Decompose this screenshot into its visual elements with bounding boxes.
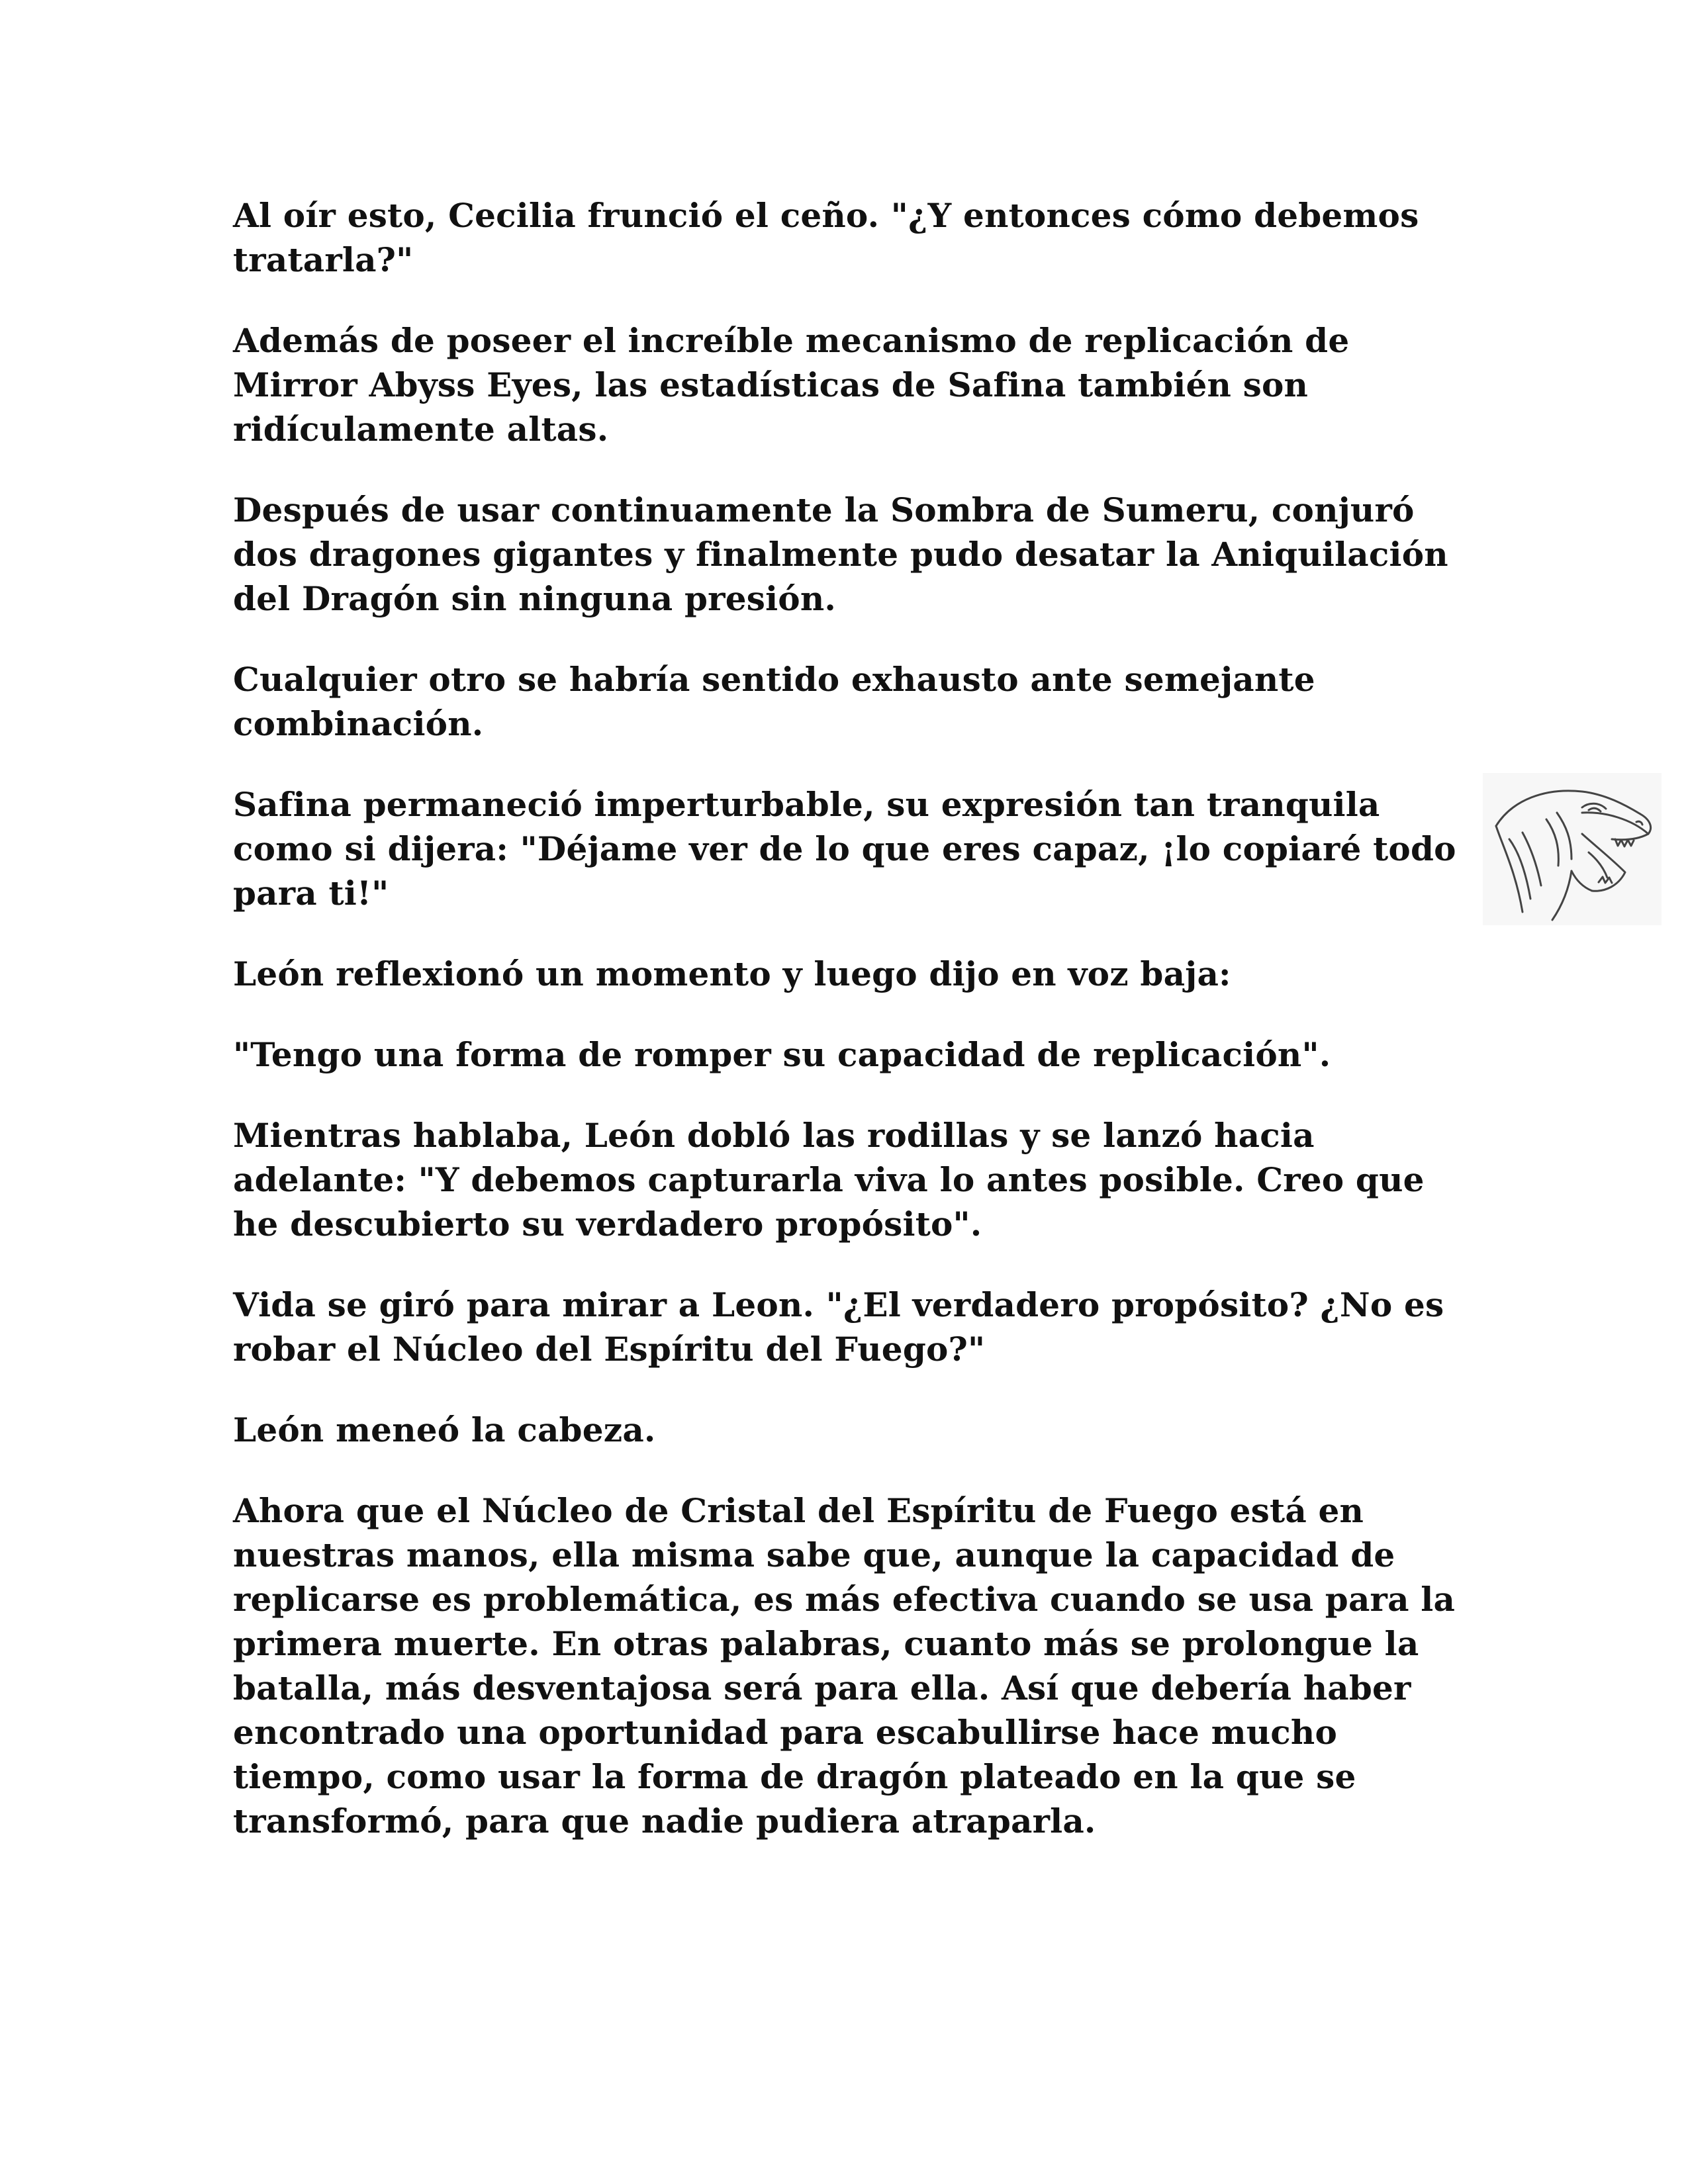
- paragraph-1: Al oír esto, Cecilia frunció el ceño. "¿Y entonces cómo debemos tratarla?": [233, 196, 1419, 279]
- dinosaur-sketch-icon: [1483, 773, 1662, 925]
- paragraph-5: Safina permaneció imperturbable, su expresión tan tranquila como si dijera: "Déjame ver de lo que eres capaz, ¡lo copiaré todo para ti!": [233, 785, 1456, 913]
- paragraph-11: Ahora que el Núcleo de Cristal del Espíritu de Fuego está en nuestras manos, ella misma sabe que, aunque la capacidad de replicarse es problemática, es más efectiva cuando se usa para la primera muerte. En otras palabras, cuanto más se prolongue la batalla, más desventajosa será para ella. Así que debería haber encontrado una oportunidad para escabullirse hace mucho tiempo, como usar la forma de dragón plateado en la que se transformó, para que nadie pudiera atraparla.: [233, 1491, 1456, 1841]
- paragraph-9: Vida se giró para mirar a Leon. "¿El verdadero propósito? ¿No es robar el Núcleo del Espíritu del Fuego?": [233, 1285, 1444, 1369]
- paragraph-3: Después de usar continuamente la Sombra de Sumeru, conjuró dos dragones gigantes y finalmente pudo desatar la Aniquilación del Dragón sin ninguna presión.: [233, 490, 1448, 618]
- paragraph-6: León reflexionó un momento y luego dijo en voz baja:: [233, 954, 1231, 993]
- paragraph-4: Cualquier otro se habría sentido exhausto ante semejante combinación.: [233, 660, 1315, 743]
- paragraph-2: Además de poseer el increíble mecanismo de replicación de Mirror Abyss Eyes, las estadísticas de Safina también son ridículamente altas.: [233, 321, 1350, 449]
- document-body: [233, 193, 1458, 1880]
- paragraph-8: Mientras hablaba, León dobló las rodillas y se lanzó hacia adelante: "Y debemos capturarla viva lo antes posible. Creo que he descubierto su verdadero propósito".: [233, 1116, 1425, 1244]
- paragraph-10: León meneó la cabeza.: [233, 1410, 656, 1449]
- paragraph-7: "Tengo una forma de romper su capacidad de replicación".: [233, 1035, 1331, 1074]
